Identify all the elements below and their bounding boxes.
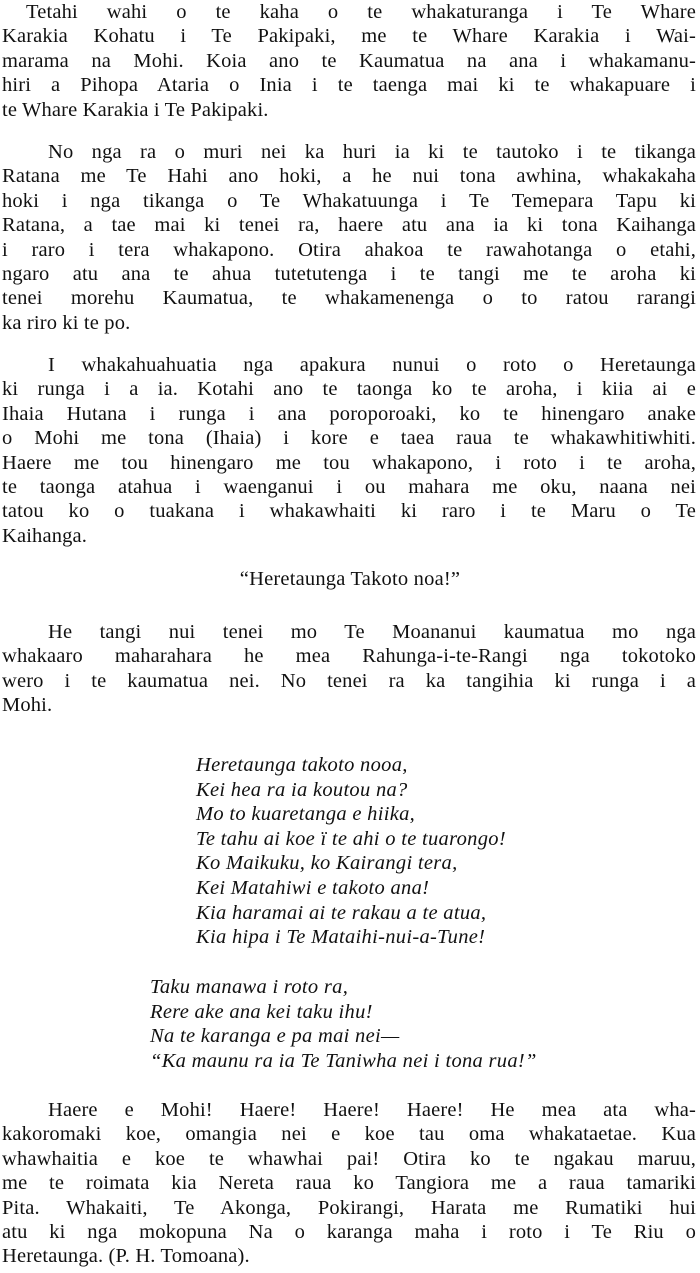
poem-line: Kia haramai ai te rakau a te atua, xyxy=(196,901,487,924)
paragraph-line: Karakia Kohatu i Te Pakipaki, me te Whare Karakia i Wai- xyxy=(2,25,696,48)
section-heading: “Heretaunga Takoto noa!” xyxy=(239,568,461,590)
poem-line: Kia hipa i Te Mataihi-nui-a-Tune! xyxy=(196,926,486,949)
paragraph-line: tenei morehu Kaumatua, te whakamenenga o to ratou rarangi xyxy=(2,287,696,310)
paragraph-line: marama na Mohi. Koia ano te Kaumatua na ana i whakamanu- xyxy=(2,49,696,72)
paragraph-line: He tangi nui tenei mo Te Moananui kaumatua mo nga xyxy=(48,621,696,643)
paragraph-line: Ihaia Hutana i runga i ana poroporoaki, ko te hinengaro anake xyxy=(2,402,696,425)
paragraph-line: ka riro ki te po. xyxy=(2,311,131,334)
poem-line: Kei hea ra ia koutou na? xyxy=(196,778,408,801)
poem-line: Na te karanga e pa mai nei— xyxy=(150,1025,400,1048)
paragraph-line: te Whare Karakia i Te Pakipaki. xyxy=(2,98,269,121)
paragraph-line: No nga ra o muri nei ka huri ia ki te tautoko i te tikanga xyxy=(48,141,696,163)
paragraph-line: atu ki nga mokopuna Na o karanga maha i roto i Te Riu o xyxy=(2,1220,696,1243)
paragraph-line: ngaro atu ana te ahua tutetutenga i te tangi me te aroha ki xyxy=(2,262,696,285)
paragraph-1 xyxy=(2,0,696,122)
paragraph-line: Haere e Mohi! Haere! Haere! Haere! He mea ata wha- xyxy=(48,1099,696,1121)
poem-line: Kei Matahiwi e takoto ana! xyxy=(196,876,430,899)
poem-line: Mo to kuaretanga e hiika, xyxy=(196,803,416,826)
paragraph-line: i raro i tera whakapono. Otira ahakoa te rawahotanga o etahi, xyxy=(2,238,696,261)
paragraph-line: Haere me tou hinengaro me tou whakapono, i roto i te aroha, xyxy=(2,451,696,474)
paragraph-line: whawhaitia e koe te whawhai pai! Otira ko te ngakau maruu, xyxy=(2,1147,696,1170)
paragraph-line: me te roimata kia Nereta raua ko Tangiora me a raua tamariki xyxy=(2,1172,696,1195)
paragraph-line: hiri a Pihopa Ataria o Inia i te taenga mai ki te whakapuare i xyxy=(2,74,696,97)
paragraph-line: ki runga i a ia. Kotahi ano te taonga ko te aroha, i kiia ai e xyxy=(2,378,696,401)
poem-stanza-2 xyxy=(150,975,537,1073)
paragraph-line: Pita. Whakaiti, Te Akonga, Pokirangi, Harata me Rumatiki hui xyxy=(2,1196,696,1219)
poem-line: Te tahu ai koe ï te ahi o te tuarongo! xyxy=(196,827,506,850)
paragraph-line: Kaihanga. xyxy=(2,524,88,547)
paragraph-2 xyxy=(2,140,696,335)
paragraph-line: Ratana me Te Hahi ano hoki, a he nui tona awhina, whakakaha xyxy=(2,165,696,188)
paragraph-line: o Mohi me tona (Ihaia) i kore e taea raua te whakawhitiwhiti. xyxy=(2,427,696,450)
paragraph-5 xyxy=(2,1098,696,1269)
paragraph-line: Mohi. xyxy=(2,694,53,717)
paragraph-line: Tetahi wahi o te kaha o te whakaturanga i Te Whare xyxy=(26,1,696,23)
paragraph-line: te taonga atahua i waenganui i ou mahara me oku, naana nei xyxy=(2,475,696,498)
poem-line: Ko Maikuku, ko Kairangi tera, xyxy=(196,852,458,875)
paragraph-line: kakoromaki koe, omangia nei e koe tau oma whakataetae. Kua xyxy=(2,1123,696,1146)
paragraph-line: Ratana, a tae mai ki tenei ra, haere atu ana ia ki tona Kaihanga xyxy=(2,214,696,237)
paragraph-line: I whakahuahuatia nga apakura nunui o roto o Heretaunga xyxy=(48,354,696,376)
poem-line: Taku manawa i roto ra, xyxy=(150,976,349,998)
poem-line: “Ka maunu ra ia Te Taniwha nei i tona rua!” xyxy=(150,1049,537,1072)
paragraph-line: hoki i nga tikanga o Te Whakatuunga i Te Temepara Tapu ki xyxy=(2,189,696,212)
paragraph-3 xyxy=(2,353,696,548)
poem-line: Heretaunga takoto nooa, xyxy=(196,754,408,776)
poem-line: Rere ake ana kei taku ihu! xyxy=(150,1000,373,1023)
paragraph-line: Heretaunga. (P. H. Tomoana). xyxy=(2,1245,250,1268)
paragraph-line: tatou ko o tuakana i whakawhaiti ki raro i te Maru o Te xyxy=(2,500,696,523)
paragraph-line: wero i te kaumatua nei. No tenei ra ka tangihia ki runga i a xyxy=(2,669,696,692)
paragraph-4 xyxy=(2,620,696,718)
paragraph-line: whakaaro maharahara he mea Rahunga-i-te-Rangi nga tokotoko xyxy=(2,645,696,668)
poem-stanza-1 xyxy=(196,753,506,950)
